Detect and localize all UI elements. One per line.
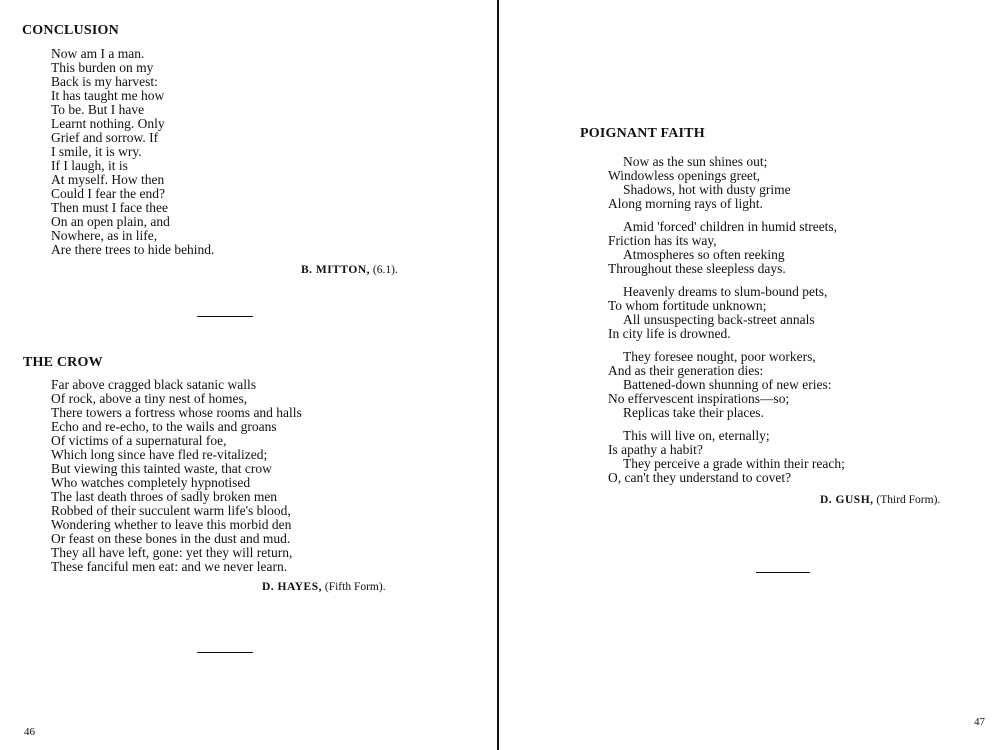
right-page bbox=[500, 0, 1001, 750]
stanza bbox=[608, 285, 845, 341]
poem-line: They all have left, gone: yet they will return, bbox=[51, 545, 293, 560]
poem-line: I smile, it is wry. bbox=[51, 144, 142, 159]
poem-line: Of victims of a supernatural foe, bbox=[51, 433, 227, 448]
poem-line: On an open plain, and bbox=[51, 214, 170, 229]
poem-line: Which long since have fled re-vitalized; bbox=[51, 447, 268, 462]
poem-line: Heavenly dreams to slum-bound pets, bbox=[623, 284, 828, 299]
poem-title-conclusion: CONCLUSION bbox=[22, 23, 119, 38]
poem-line: Throughout these sleepless days. bbox=[608, 261, 786, 276]
poem-line: This will live on, eternally; bbox=[623, 428, 770, 443]
poem-line: Learnt nothing. Only bbox=[51, 116, 165, 131]
poem-line: Windowless openings greet, bbox=[608, 168, 761, 183]
poem-line: Far above cragged black satanic walls bbox=[51, 377, 257, 392]
page-number: 47 bbox=[974, 716, 985, 728]
section-divider bbox=[197, 316, 253, 317]
section-divider bbox=[197, 652, 253, 653]
poem-line: Along morning rays of light. bbox=[608, 196, 763, 211]
poem-line: And as their generation dies: bbox=[608, 363, 764, 378]
poem-line: All unsuspecting back-street annals bbox=[623, 312, 815, 327]
stanza bbox=[608, 429, 845, 485]
stanza bbox=[608, 155, 845, 211]
author-credit-mitton bbox=[301, 264, 398, 276]
section-divider bbox=[756, 572, 810, 573]
poem-line: Are there trees to hide behind. bbox=[51, 242, 215, 257]
poem-line: Grief and sorrow. If bbox=[51, 130, 159, 145]
poem-line: But viewing this tainted waste, that crow bbox=[51, 461, 272, 476]
poem-line: In city life is drowned. bbox=[608, 326, 731, 341]
poem-line: Battened-down shunning of new eries: bbox=[623, 377, 832, 392]
poem-line: No effervescent inspirations—so; bbox=[608, 391, 790, 406]
poem-line: Now am I a man. bbox=[51, 46, 145, 61]
poem-line: Who watches completely hypnotised bbox=[51, 475, 251, 490]
author-form: (Fifth Form). bbox=[324, 581, 386, 593]
book-spine bbox=[497, 0, 499, 750]
author-name: D. HAYES, bbox=[262, 581, 322, 593]
poem-line: Amid 'forced' children in humid streets, bbox=[623, 219, 838, 234]
poem-line: Echo and re-echo, to the wails and groans bbox=[51, 419, 277, 434]
stanza bbox=[608, 220, 845, 276]
poem-line: If I laugh, it is bbox=[51, 158, 128, 173]
poem-line: Or feast on these bones in the dust and mud. bbox=[51, 531, 291, 546]
poem-line: Now as the sun shines out; bbox=[623, 154, 768, 169]
poem-line: Robbed of their succulent warm life's blood, bbox=[51, 503, 291, 518]
poem-body-the-crow bbox=[51, 378, 302, 574]
poem-line: The last death throes of sadly broken men bbox=[51, 489, 278, 504]
poem-line: Of rock, above a tiny nest of homes, bbox=[51, 391, 248, 406]
poem-line: They perceive a grade within their reach; bbox=[623, 456, 845, 471]
poem-line: To be. But I have bbox=[51, 102, 145, 117]
poem-line: Could I fear the end? bbox=[51, 186, 165, 201]
page-number: 46 bbox=[24, 726, 35, 738]
poem-line: Atmospheres so often reeking bbox=[623, 247, 785, 262]
stanza bbox=[608, 350, 845, 420]
poem-line: Then must I face thee bbox=[51, 200, 168, 215]
poem-title-poignant-faith: POIGNANT FAITH bbox=[580, 126, 705, 141]
poem-line: Friction has its way, bbox=[608, 233, 717, 248]
author-name: D. GUSH, bbox=[820, 494, 874, 506]
author-form: (6.1). bbox=[372, 264, 398, 276]
poem-line: To whom fortitude unknown; bbox=[608, 298, 767, 313]
author-credit-hayes bbox=[262, 581, 386, 593]
poem-line: O, can't they understand to covet? bbox=[608, 470, 792, 485]
poem-body-conclusion bbox=[51, 47, 214, 257]
author-name: B. MITTON, bbox=[301, 264, 371, 276]
poem-line: This burden on my bbox=[51, 60, 154, 75]
poem-body-poignant-faith bbox=[608, 155, 845, 485]
poem-line: They foresee nought, poor workers, bbox=[623, 349, 816, 364]
poem-line: Nowhere, as in life, bbox=[51, 228, 158, 243]
poem-title-the-crow: THE CROW bbox=[23, 355, 103, 370]
poem-line: There towers a fortress whose rooms and halls bbox=[51, 405, 302, 420]
poem-line: Is apathy a habit? bbox=[608, 442, 703, 457]
poem-line: At myself. How then bbox=[51, 172, 165, 187]
poem-line: Back is my harvest: bbox=[51, 74, 158, 89]
author-credit-gush bbox=[820, 494, 940, 506]
poem-line: It has taught me how bbox=[51, 88, 165, 103]
author-form: (Third Form). bbox=[876, 494, 941, 506]
left-page bbox=[0, 0, 498, 750]
poem-line: Wondering whether to leave this morbid den bbox=[51, 517, 292, 532]
poem-line: These fanciful men eat: and we never learn. bbox=[51, 559, 288, 574]
poem-line: Replicas take their places. bbox=[623, 405, 764, 420]
poem-line: Shadows, hot with dusty grime bbox=[623, 182, 791, 197]
